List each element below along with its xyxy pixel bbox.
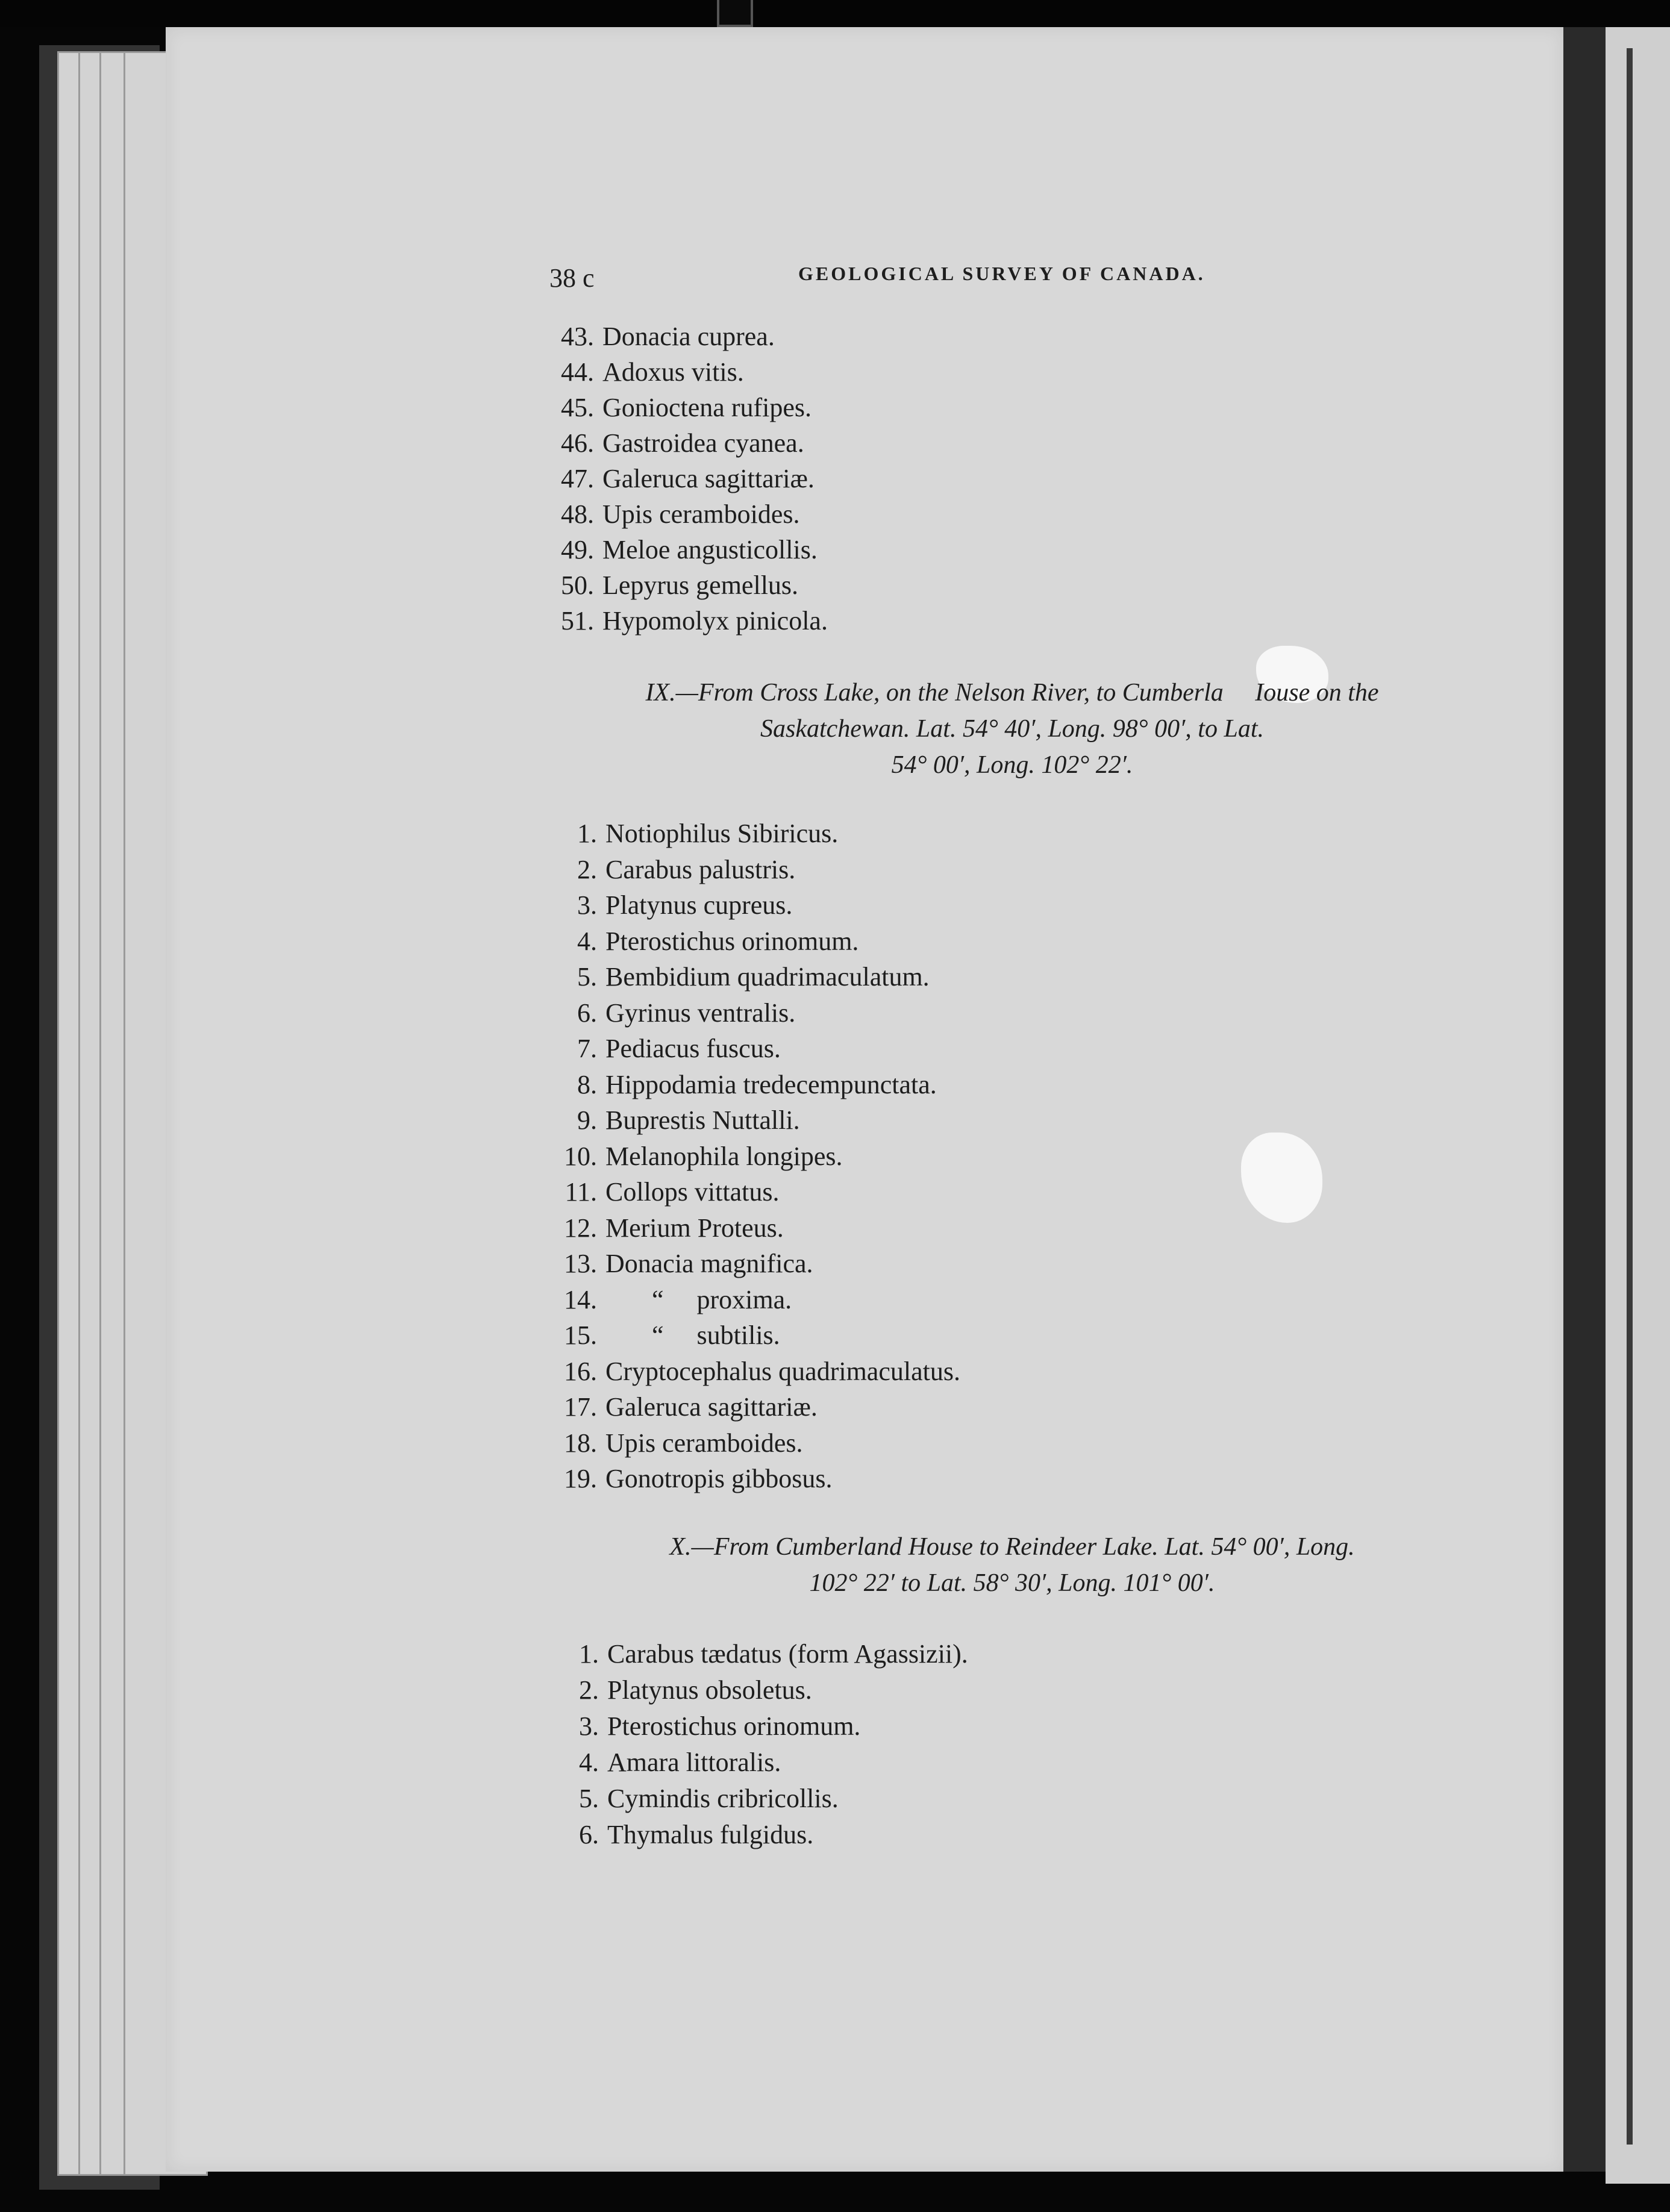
binding-mark [717, 0, 753, 27]
section-heading-line: IX.—From Cross Lake, on the Nelson River, to Cumberla Iouse on the [645, 679, 1379, 707]
running-title: GEOLOGICAL SURVEY OF CANADA. [798, 263, 1206, 284]
section-heading-x [542, 1529, 1482, 1601]
adjacent-page-edge [1627, 48, 1633, 2145]
section-heading-ix [542, 675, 1482, 783]
section-heading-line: X.—From Cumberland House to Reindeer Lake. Lat. 54° 00′, Long. [669, 1533, 1355, 1561]
section-heading-line: Saskatchewan. Lat. 54° 40′, Long. 98° 00′, to Lat. [760, 715, 1264, 743]
page-gutter-shadow [1563, 27, 1606, 2172]
scan-border-top [0, 0, 1670, 27]
adjacent-page [1606, 27, 1670, 2184]
section-heading-line: 102° 22′ to Lat. 58° 30′, Long. 101° 00′. [809, 1569, 1215, 1597]
section-heading-line: 54° 00′, Long. 102° 22′. [891, 751, 1133, 779]
page-number: 38 c [549, 263, 595, 293]
